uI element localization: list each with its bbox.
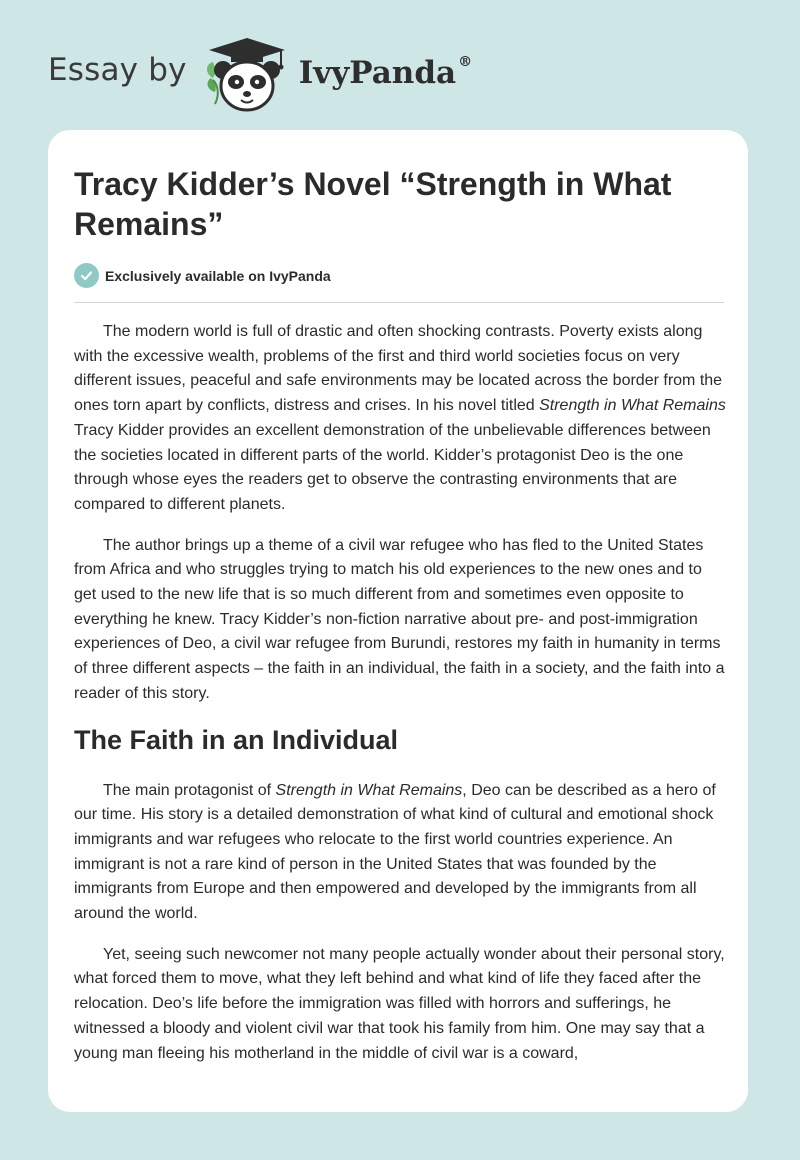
paragraph: Yet, seeing such newcomer not many people actually wonder about their personal story, what forced them to move, what they left behind and what kind of life they faced after the relocation. Deo’s life before the immigration was filled with horrors and sufferings, he witnessed a bloody and violent civil war that took his family from him. One may say that a young man fleeing his motherland in the middle of civil war is a coward, [74,945,725,1062]
site-header [48,34,472,114]
book-title: Strength in What Remains [539,397,726,415]
divider [74,302,724,303]
panda-graduate-logo-icon[interactable] [201,34,293,114]
essay-body [74,320,726,1082]
paragraph: The author brings up a theme of a civil war refugee who has fled to the United States from Africa and who struggles trying to match his old experiences to the new ones and to get used to the new life that is so much different from and sometimes even opposite to everything he knew. Tracy Kidder’s non-fiction narrative about pre- and post-immigration experiences of Deo, a civil war refugee from Burundi, restores my faith in humanity in terms of three different aspects – the faith in an individual, the faith in a society, and the faith into a reader of this story. [74,536,725,702]
paragraph: The modern world is full of drastic and often shocking contrasts. Poverty exists along with the excessive wealth, problems of the first and third world societies focus on very different issues, peaceful and safe environments may be located across the border from the ones torn apart by conflicts, distress and crises. In his novel titled Strength in What Remains Tracy Kidder provides an excellent demonstration of the unbelievable differences between the societies located in different parts of the world. Kidder’s protagonist Deo is the one through whose eyes the readers get to observe the contrasting environments that are compared to different planets. [74,323,726,513]
paragraph: The main protagonist of Strength in What Remains, Deo can be described as a hero of our time. His story is a detailed demonstration of what kind of cultural and emotional shock immigrants and war refugees who relocate to the first world countries experience. An immigrant is not a rare kind of person in the United States that was founded by the immigrants from Europe and then empowered and developed by the immigrants from all around the world. [74,781,716,923]
exclusive-badge [74,263,331,288]
essay-card [48,130,748,1112]
brand-name[interactable]: IvyPanda ® [298,53,473,91]
section-heading: The Faith in an Individual [74,724,399,755]
registered-mark: ® [458,53,473,70]
essay-title: Tracy Kidder’s Novel “Strength in What Remains” [74,166,672,242]
book-title: Strength in What Remains [275,781,463,799]
essay-by-label: Essay by [48,52,187,88]
badge-label: Exclusively available on IvyPanda [105,267,331,284]
check-circle-icon [74,263,99,288]
